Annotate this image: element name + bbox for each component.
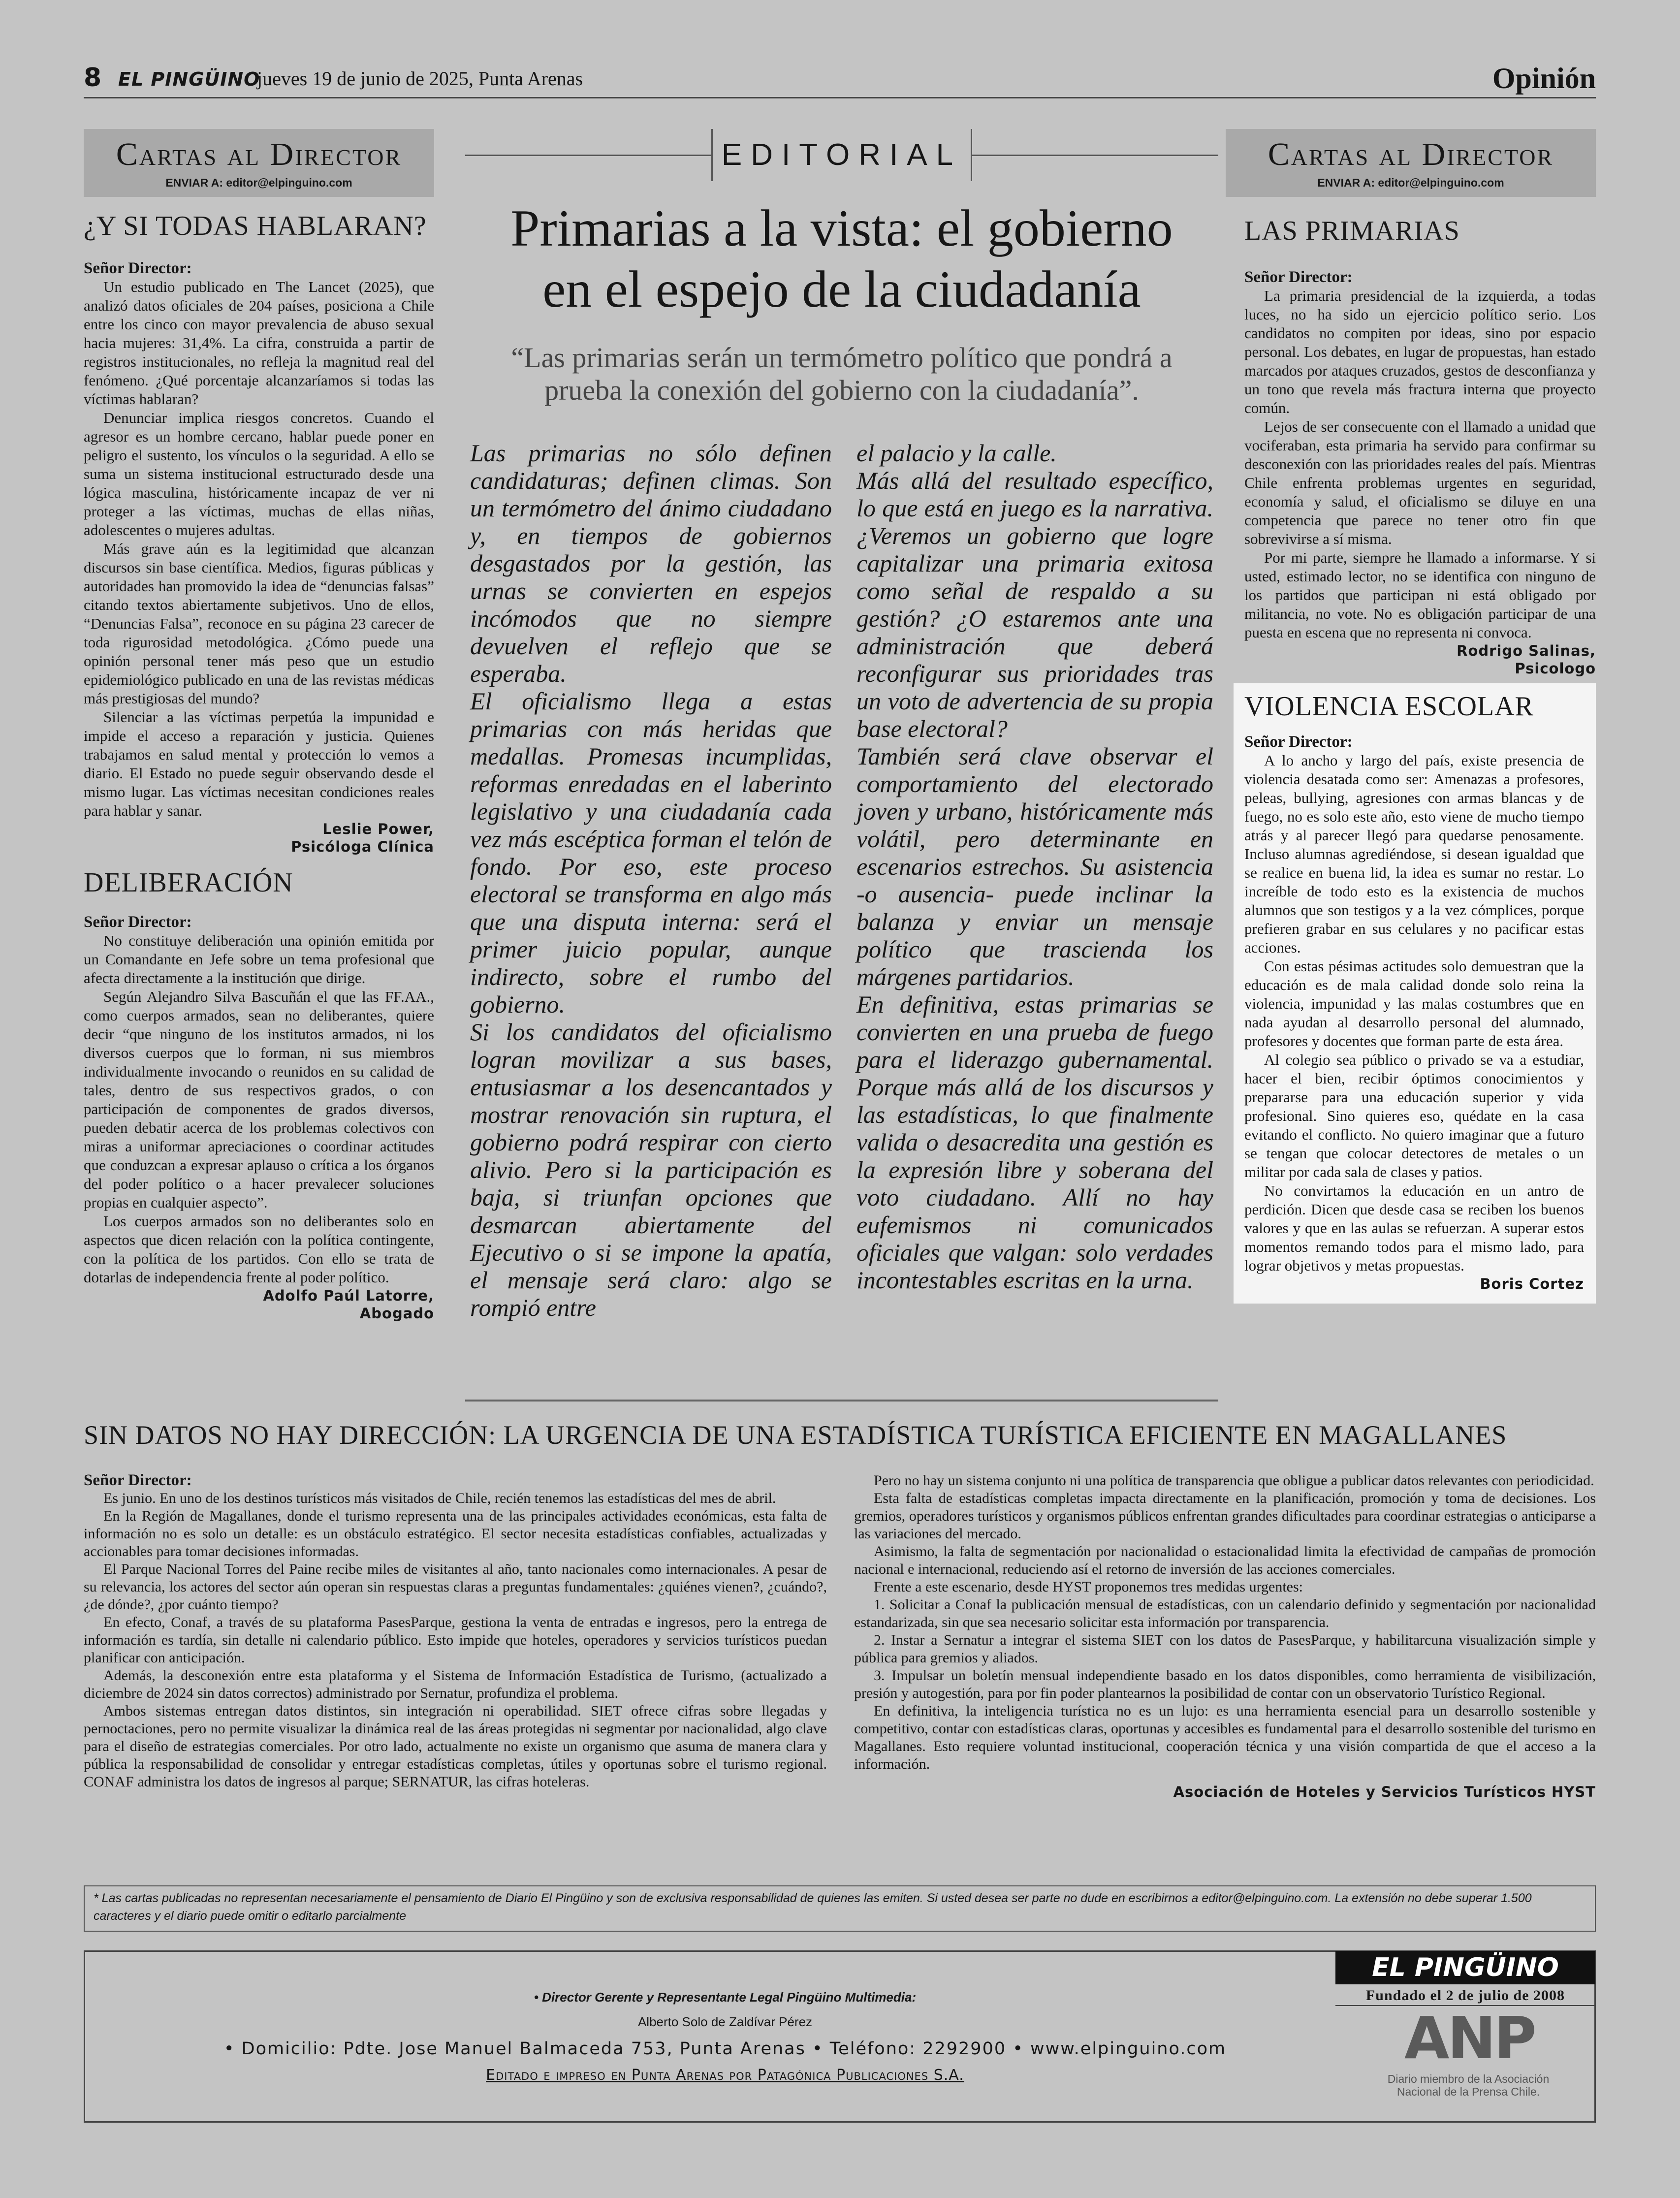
page-header (84, 59, 1596, 98)
salutation: Señor Director: (1244, 733, 1353, 751)
footer-box (84, 1950, 1596, 2123)
signature-name: Adolfo Paúl Latorre, (263, 1287, 434, 1304)
editorial-label-text: EDITORIAL (721, 138, 962, 172)
signature-name: Leslie Power, (322, 821, 434, 837)
paragraph: También será clave observar el comportamiento del electorado joven y urbano, históricamente más volátil, pero determinante en escenarios estrechos. Su asistencia -o ausencia- puede inclinar la balanza y enviar un mensaje político que trascienda los márgenes partidarios. (856, 742, 1213, 990)
cartas-box-right (1226, 129, 1596, 197)
paragraph: En efecto, Conaf, a través de su plataforma PasesParque, gestiona la venta de entradas e ingresos, pero la entrega de información es tardía, sin detalle ni calendario público. Esto impide que hoteles, operadores y servicios turísticos puedan planificar con anticipación. (84, 1614, 827, 1666)
anp-caption-1: Diario miembro de la Asociación (1387, 2072, 1550, 2085)
cartas-email: ENVIAR A: editor@elpinguino.com (1317, 176, 1504, 189)
highlight-letter (1234, 683, 1596, 1304)
paragraph: Más allá del resultado específico, lo que está en juego es la narrativa. ¿Veremos un gobierno que logre capitalizar una primaria exitosa como señal de respaldo a su gestión? ¿O estaremos ante una administración que deberá reconfigurar sus prioridades tras un voto de advertencia de su propia base electoral? (856, 467, 1213, 742)
salutation: Señor Director: (84, 913, 192, 931)
paragraph: Con estas pésimas actitudes solo demuestran que la educación es de mala calidad donde solo reina la violencia, impunidad y las malas costumbres que en nada ayudan al desarrollo personal del alumnado, profesores y docentes que forman parte de esta área. (1244, 957, 1584, 1050)
paragraph: En definitiva, la inteligencia turística no es un lujo: es una herramienta esencial para un desarrollo sostenible y competitivo, contar con estadísticas claras, oportunas y accesibles es fundamental para el desarrollo sostenible del turismo en Magallanes. Esto requiere voluntad institucional, cooperación técnica y una visión compartida de que el acceso a la información. (854, 1703, 1596, 1772)
paragraph: No constituye deliberación una opinión emitida por un Comandante en Jefe sobre un tema profesional que afecta directamente a la institución que dirige. (84, 932, 434, 987)
paper-name: EL PINGÜINO (118, 68, 260, 90)
letter-body (84, 913, 434, 1287)
signature-name: Boris Cortez (1480, 1275, 1584, 1292)
paragraph: Ambos sistemas entregan datos distintos, sin integración ni operabilidad. SIET ofrece cifras sobre llegadas y pernoctaciones, pero no permite visualizar la dinámica real de las áreas protegidas ni segmentar por nacionalidad, algo clave para el diseño de estrategias comerciales. Por otro lado, actualmente no existe un organismo que asuma de manera clara y pública la responsabilidad de consolidar y entregar estadísticas completas, útiles y oportunas sobre el turismo regional. CONAF administra los datos de ingresos al parque; SERNATUR, las cifras hoteleras. (84, 1703, 827, 1790)
footer-role: • Director Gerente y Representante Legal Pingüino Multimedia: (534, 1990, 917, 2005)
paragraph: Asimismo, la falta de segmentación por nacionalidad o estacionalidad limita la efectividad de campañas de promoción nacional e internacional, reduciendo así el retorno de inversión de las acciones comerciales. (854, 1543, 1596, 1577)
salutation: Señor Director: (84, 259, 192, 277)
editorial-rule-right (972, 155, 1218, 156)
founded-date: Fundado el 2 de julio de 2008 (1335, 1986, 1595, 2006)
paragraph: Si los candidatos del oficialismo logran movilizar a sus bases, entusiasmar a los desencantados y mostrar renovación sin ruptura, el gobierno podrá respirar con cierto alivio. Pero si la participación es baja, si triunfan opciones que desmarcan abiertamente del Ejecutivo o si se impone la apatía, el mensaje será claro: algo se rompió entre (470, 1018, 832, 1321)
paragraph: el palacio y la calle. (856, 439, 1057, 467)
paragraph: A lo ancho y largo del país, existe presencia de violencia desatada como ser: Amenazas a profesores, peleas, bullying, agresiones con armas blancas y de fuego, no es solo este año, esto viene de mucho tiempo atrás y al parecer llegó para quedarse penosamente. Incluso alumnas agrediéndose, si desean igualdad que se realice en buena lid, la idea es sumar no restar. Lo increíble de todo esto es la existencia de muchos alumnos que son testigos y a la vez cómplices, porque prefieren grabar en sus celulares y no pacificar estas acciones. (1244, 752, 1584, 956)
letter-body (84, 259, 434, 820)
letter-title: LAS PRIMARIAS (1244, 216, 1460, 246)
footer-printed: Editado e impreso en Punta Arenas por Patagónica Publicaciones S.A. (486, 2067, 964, 2084)
letter-body (1244, 733, 1584, 1275)
paragraph: En definitiva, estas primarias se convierten en una prueba de fuego para el liderazgo gubernamental. Porque más allá de los discursos y las estadísticas, lo que finalmente valida o desacredita una gestión es la expresión libre y soberana del voto ciudadano. Allí no hay eufemismos ni comunicados oficiales que valgan: solo verdades incontestables escritas en la urna. (856, 990, 1213, 1294)
cartas-email: ENVIAR A: editor@elpinguino.com (165, 176, 352, 189)
signature-role: Psicóloga Clínica (291, 838, 434, 855)
paragraph: El oficialismo llega a estas primarias con más heridas que medallas. Promesas incumplidas, reformas enredadas en el laberinto legislativo y una ciudadanía cada vez más escéptica forman el telón de fondo. Por eso, este proceso electoral se transforma en algo más que una disputa interna: será el primer juicio popular, aunque indirecto, sobre el rumbo del gobierno. (470, 687, 832, 1018)
page-number: 8 (84, 63, 102, 93)
cartas-title: Cartas al Director (1268, 136, 1554, 172)
paragraph: Al colegio sea público o privado se va a estudiar, hacer el bien, recibir óptimos conocimientos y prepararse para una educación superior y vida profesional. Sino quieres eso, quédate en la casa evitando el conflicto. No quiero imaginar que a futuro se tengan que colocar detectores de metales o un militar por cada sala de clases y patios. (1244, 1051, 1584, 1180)
paragraph: Pero no hay un sistema conjunto ni una política de transparencia que obligue a publicar datos relevantes con periodicidad. (874, 1472, 1594, 1489)
paragraph: Lejos de ser consecuente con el llamado a unidad que vociferaban, esta primaria ha servido para confirmar su desconexión con las prioridades reales del país. Mientras Chile enfrenta problemas urgentes en seguridad, economía y salud, el oficialismo se diluye en una competencia que parece no tener otro fin que sobrevivirse a sí misma. (1244, 418, 1596, 547)
signature (84, 820, 434, 856)
paragraph: Frente a este escenario, desde HYST proponemos tres medidas urgentes: (874, 1579, 1303, 1595)
anp-logo: ANP (1404, 2004, 1535, 2072)
editorial-title: Primarias a la vista: el gobierno en el espejo de la ciudadanía (510, 199, 1173, 318)
bottom-article-title: SIN DATOS NO HAY DIRECCIÓN: LA URGENCIA DE UNA ESTADÍSTICA TURÍSTICA EFICIENTE EN MAGALLANES (84, 1420, 1507, 1450)
editorial-pullquote: “Las primarias serán un termómetro político que pondrá a prueba la conexión del gobierno con la ciudadanía”. (511, 342, 1173, 406)
anp-caption-2: Nacional de la Prensa Chile. (1396, 2085, 1540, 2098)
signature (1226, 642, 1596, 677)
salutation: Señor Director: (84, 1471, 192, 1489)
editorial-bottom-rule (465, 1400, 1218, 1402)
signature-role: Psicologo (1515, 660, 1596, 677)
paper-logo-text: EL PINGÜINO (1372, 1953, 1559, 1982)
footer-director-name: Alberto Solo de Zaldívar Pérez (637, 2014, 813, 2029)
editorial-rule-left (465, 155, 711, 156)
paragraph: Además, la desconexión entre esta plataforma y el Sistema de Información Estadística de Turismo, (actualizado a diciembre de 2024 sin datos correctos) administrado por Sernatur, profundiza el problema. (84, 1667, 827, 1701)
signature-role: Abogado (359, 1305, 434, 1322)
paragraph: Las primarias no sólo definen candidaturas; definen climas. Son un termómetro del ánimo ciudadano y, en tiempos de gobiernos desgastados por la gestión, las urnas se convierten en espejos incómodos que no siempre devuelven el reflejo que se esperaba. (470, 439, 832, 687)
paragraph: Por mi parte, siempre he llamado a informarse. Y si usted, estimado lector, no se identifica con ninguno de los partidos que participan ni está obligado por militancia, no vote. No es obligación participar de una puesta en escena que no representa ni convoca. (1244, 549, 1596, 641)
editorial-label (711, 129, 972, 181)
letter-body (1226, 268, 1596, 642)
letter-title: VIOLENCIA ESCOLAR (1244, 691, 1534, 722)
footer-address: • Domicilio: Pdte. Jose Manuel Balmaceda 753, Punta Arenas • Teléfono: 2292900 • www.elpinguino.com (223, 2039, 1227, 2059)
paragraph: 2. Instar a Sernatur a integrar el sistema SIET con los datos de PasesParque, y habilitarcuna visualización simple y pública para gremios y aliados. (854, 1632, 1596, 1666)
paragraph: Un estudio publicado en The Lancet (2025), que analizó datos oficiales de 204 países, posiciona a Chile entre los cinco con mayor prevalencia de abuso sexual hacia mujeres: 31,4%. La cifra, construida a partir de registros institucionales, no refleja la magnitud real del fenómeno. ¿Qué porcentaje alcanzaríamos si todas las víctimas hablaran? (84, 278, 434, 408)
paragraph: Denunciar implica riesgos concretos. Cuando el agresor es un hombre cercano, hablar puede poner en peligro el sustento, los vínculos o la seguridad. A ello se suma un sistema institucional estructurado desde una lógica masculina, históricamente incapaz de ver ni proteger a las víctimas, muchas de ellas niñas, adolescentes o mujeres adultas. (84, 409, 434, 539)
issue-date: jueves 19 de junio de 2025, Punta Arenas (257, 67, 583, 90)
editorial-column-2 (856, 439, 1213, 1294)
editorial (465, 129, 1218, 1402)
paragraph: El Parque Nacional Torres del Paine recibe miles de visitantes al año, tanto nacionales como internacionales. A pesar de su relevancia, los actores del sector aún operan sin respuestas claras a preguntas fundamentales: ¿quiénes vienen?, ¿cuándo?, ¿de dónde?, ¿por cuánto tiempo? (84, 1561, 827, 1613)
paragraph: Es junio. En uno de los destinos turísticos más visitados de Chile, recién tenemos las estadísticas del mes de abril. (103, 1490, 776, 1506)
signature: Asociación de Hoteles y Servicios Turísticos HYST (1173, 1784, 1596, 1800)
signature-name: Rodrigo Salinas, (1457, 642, 1596, 659)
paper-logo (1335, 1951, 1595, 1984)
bottom-column-1 (84, 1471, 827, 1791)
cartas-box-left (84, 129, 434, 197)
paragraph: En la Región de Magallanes, donde el turismo representa una de las principales actividades económicas, esta falta de información no es solo un detalle: es un obstáculo estratégico. El sector necesita estadísticas confiables, actualizadas y accionables para tomar decisiones informadas. (84, 1508, 827, 1560)
section-name: Opinión (1492, 62, 1596, 95)
right-column (1226, 129, 1596, 1304)
paragraph: Silenciar a las víctimas perpetúa la impunidad e impide el acceso a reparación y justicia. Quienes trabajamos en salud mental y protección lo vemos a diario. El Estado no puede seguir observando desde el mismo lugar. Las víctimas necesitan condiciones reales para hablar y sanar. (84, 708, 434, 819)
letter-title: DELIBERACIÓN (84, 867, 293, 898)
editorial-column-1 (470, 439, 832, 1321)
signature (84, 1287, 434, 1322)
disclaimer-text: * Las cartas publicadas no representan necesariamente el pensamiento de Diario El Pingüino y son de exclusiva responsabilidad de quienes las emiten. Si usted desea ser parte no dude en escribirnos a editor@elpinguino.com. La extensión no debe superar 1.500 caracteres y el diario puede omitir o editarlo parcialmente (94, 1891, 1532, 1923)
salutation: Señor Director: (1244, 268, 1353, 286)
bottom-column-2 (854, 1472, 1596, 1801)
letter-title: ¿Y SI TODAS HABLARAN? (84, 211, 427, 241)
left-column (84, 129, 434, 1322)
paragraph: Los cuerpos armados son no deliberantes solo en aspectos que dicen relación con la política contingente, con la política de los partidos. Con ello se trata de dotarlas de independencia frente al poder político. (84, 1212, 434, 1286)
paragraph: Esta falta de estadísticas completas impacta directamente en la planificación, promoción y toma de decisiones. Los gremios, operadores turísticos y organismos públicos enfrentan grandes dificultades para coordinar estrategias o anticiparse a las variaciones del mercado. (854, 1490, 1596, 1542)
paragraph: 1. Solicitar a Conaf la publicación mensual de estadísticas, con un calendario definido y segmentación por nacionalidad estandarizada, sin que sea necesario solicitar esta información por transparencia. (854, 1596, 1596, 1630)
disclaimer-box (84, 1885, 1596, 1932)
paragraph: Según Alejandro Silva Bascuñán el que las FF.AA., como cuerpos armados, sean no deliberantes, quiere decir “que ninguno de los institutos armados, ni los diversos cuerpos que lo forman, ni sus miembros individualmente invocando o reunidos en su calidad de tales, dentro de sus respectivos grados, o con participación de componentes de grados diversos, pueden debatir acerca de los problemas colectivos con miras a uniformar apreciaciones o coordinar actitudes que conduzcan a expresar aplauso o crítica a los órganos del poder político o a hacer prevalecer soluciones propias en cualquier aspecto”. (84, 988, 434, 1211)
signature (1244, 1275, 1584, 1293)
paragraph: 3. Impulsar un boletín mensual independiente basado en los datos disponibles, como herramienta de visibilización, presión y autogestión, para por fin poder plantearnos la posibilidad de contar con un observatorio Turístico Regional. (854, 1667, 1596, 1701)
cartas-title: Cartas al Director (116, 136, 402, 172)
paragraph: Más grave aún es la legitimidad que alcanzan discursos sin base científica. Medios, figuras públicas y autoridades han promovido la idea de “denuncias falsas” citando textos abiertamente subjetivos. Uno de ellos, “Denuncias Falsa”, reconoce en su página 23 carecer de toda rigurosidad metodológica. ¿Cómo puede una opinión personal tener más peso que un estudio epidemiológico publicado en una de las revistas médicas más prestigiosas del mundo? (84, 540, 434, 707)
paragraph: La primaria presidencial de la izquierda, a todas luces, no ha sido un ejercicio político serio. Los candidatos no compiten por ideas, sino por espacio personal. Los debates, en lugar de propuestas, han estado marcados por ataques cruzados, gestos de desconfianza y un tono que revela más fractura interna que proyecto común. (1244, 287, 1596, 416)
paragraph: No convirtamos la educación en un antro de perdición. Dicen que desde casa se reciben los buenos valores y que en las aulas se refuerzan. A superar estos momentos remando todos para el mismo lado, para lograr objetivos y metas propuestas. (1244, 1182, 1584, 1274)
